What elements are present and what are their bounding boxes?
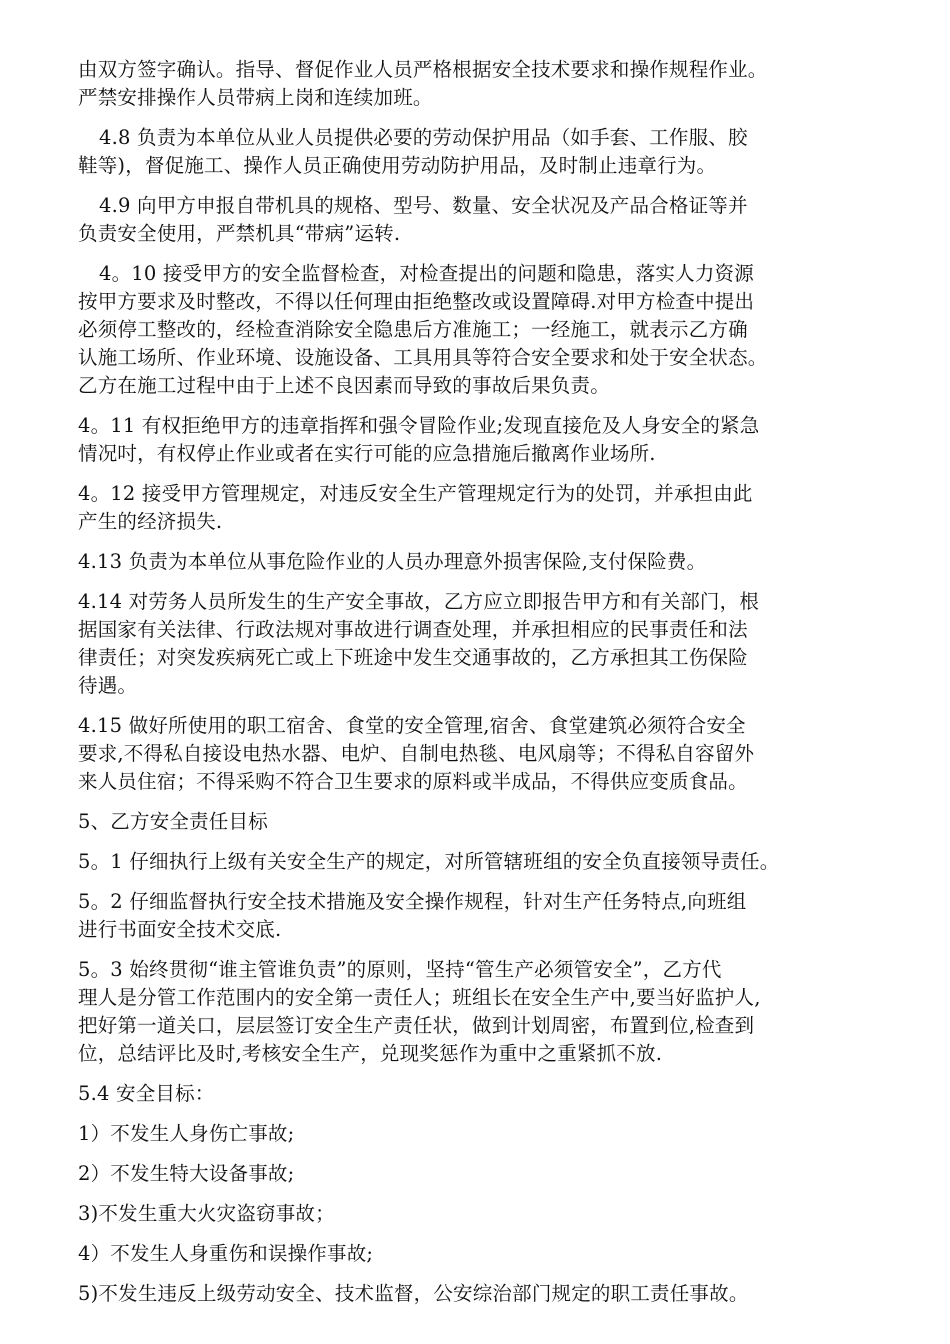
paragraph-line: 乙方在施工过程中由于上述不良因素而导致的事故后果负责。 bbox=[78, 374, 610, 397]
paragraph-line: 鞋等)，督促施工、操作人员正确使用劳动防护用品，及时制止违章行为。 bbox=[78, 154, 717, 177]
paragraph-line: 进行书面安全技术交底. bbox=[78, 918, 282, 941]
paragraph-line: 律责任；对突发疾病死亡或上下班途中发生交通事故的，乙方承担其工伤保险 bbox=[78, 646, 748, 669]
paragraph-line: 4.15 做好所使用的职工宿舍、食堂的安全管理,宿舍、食堂建筑必须符合安全 bbox=[78, 714, 746, 737]
paragraph bbox=[78, 808, 878, 836]
paragraph-line: 4。12 接受甲方管理规定，对违反安全生产管理规定行为的处罚，并承担由此 bbox=[78, 482, 753, 505]
paragraph-line: 要求,不得私自接设电热水器、电炉、自制电热毯、电风扇等；不得私自容留外 bbox=[78, 742, 755, 765]
paragraph bbox=[78, 1160, 878, 1188]
paragraph-line: 5.4 安全目标： bbox=[78, 1082, 215, 1105]
paragraph-line: 严禁安排操作人员带病上岗和连续加班。 bbox=[78, 86, 433, 109]
document-body bbox=[78, 56, 878, 1308]
paragraph bbox=[78, 548, 878, 576]
paragraph-line: 4.8 负责为本单位从业人员提供必要的劳动保护用品（如手套、工作服、胶 bbox=[99, 126, 748, 149]
paragraph bbox=[78, 956, 878, 1068]
paragraph bbox=[78, 412, 878, 468]
paragraph-line: 1）不发生人身伤亡事故; bbox=[78, 1122, 295, 1145]
paragraph-line: 据国家有关法律、行政法规对事故进行调查处理，并承担相应的民事责任和法 bbox=[78, 618, 748, 641]
paragraph-line: 4）不发生人身重伤和误操作事故; bbox=[78, 1242, 374, 1265]
paragraph-line: 5。2 仔细监督执行安全技术措施及安全操作规程，针对生产任务特点,向班组 bbox=[78, 890, 747, 913]
paragraph bbox=[78, 888, 878, 944]
paragraph bbox=[78, 1200, 878, 1228]
paragraph bbox=[78, 480, 878, 536]
paragraph bbox=[78, 192, 878, 248]
paragraph-line: 3)不发生重大火灾盗窃事故； bbox=[78, 1202, 335, 1225]
paragraph bbox=[78, 1120, 878, 1148]
paragraph-line: 理人是分管工作范围内的安全第一责任人；班组长在安全生产中,要当好监护人, bbox=[78, 986, 761, 1009]
paragraph-line: 4。10 接受甲方的安全监督检查，对检查提出的问题和隐患，落实人力资源 bbox=[99, 262, 754, 285]
paragraph-line: 把好第一道关口，层层签订安全生产责任状，做到计划周密，布置到位,检查到 bbox=[78, 1014, 755, 1037]
paragraph-line: 认施工场所、作业环境、设施设备、工具用具等符合安全要求和处于安全状态。 bbox=[78, 346, 768, 369]
paragraph-line: 按甲方要求及时整改，不得以任何理由拒绝整改或设置障碍.对甲方检查中提出 bbox=[78, 290, 755, 313]
paragraph-line: 4.9 向甲方申报自带机具的规格、型号、数量、安全状况及产品合格证等并 bbox=[99, 194, 748, 217]
document-page bbox=[78, 56, 878, 1320]
paragraph-line: 负责安全使用，严禁机具“带病”运转. bbox=[78, 222, 401, 245]
paragraph-line: 5、乙方安全责任目标 bbox=[78, 810, 268, 833]
paragraph bbox=[78, 124, 878, 180]
paragraph-line: 必须停工整改的，经检查消除安全隐患后方准施工；一经施工，就表示乙方确 bbox=[78, 318, 748, 341]
paragraph-line: 5。1 仔细执行上级有关安全生产的规定，对所管辖班组的安全负直接领导责任。 bbox=[78, 850, 780, 873]
paragraph-line: 5。3 始终贯彻“谁主管谁负责”的原则，坚持“管生产必须管安全”，乙方代 bbox=[78, 958, 722, 981]
paragraph bbox=[78, 1080, 878, 1108]
paragraph bbox=[78, 260, 878, 400]
paragraph bbox=[78, 56, 878, 112]
paragraph-line: 来人员住宿；不得采购不符合卫生要求的原料或半成品，不得供应变质食品。 bbox=[78, 770, 748, 793]
paragraph bbox=[78, 848, 878, 876]
paragraph bbox=[78, 1240, 878, 1268]
paragraph bbox=[78, 712, 878, 796]
paragraph-line: 由双方签字确认。指导、督促作业人员严格根据安全技术要求和操作规程作业。 bbox=[78, 58, 768, 81]
paragraph-line: 5)不发生违反上级劳动安全、技术监督，公安综治部门规定的职工责任事故。 bbox=[78, 1282, 749, 1305]
paragraph-line: 情况吋，有权停止作业或者在实行可能的应急措施后撤离作业场所. bbox=[78, 442, 656, 465]
paragraph bbox=[78, 1280, 878, 1308]
paragraph-line: 位，总结评比及时,考核安全生产，兑现奖惩作为重中之重紧抓不放. bbox=[78, 1042, 663, 1065]
paragraph-line: 4.14 对劳务人员所发生的生产安全事故，乙方应立即报告甲方和有关部门，根 bbox=[78, 590, 760, 613]
paragraph-line: 4.13 负责为本单位从事危险作业的人员办理意外损害保险,支付保险费。 bbox=[78, 550, 707, 573]
paragraph-line: 4。11 有权拒绝甲方的违章指挥和强令冒险作业;发现直接危及人身安全的紧急 bbox=[78, 414, 760, 437]
paragraph-line: 产生的经济损失. bbox=[78, 510, 223, 533]
paragraph-line: 待遇。 bbox=[78, 674, 138, 697]
paragraph-line: 2）不发生特大设备事故; bbox=[78, 1162, 295, 1185]
paragraph bbox=[78, 588, 878, 700]
